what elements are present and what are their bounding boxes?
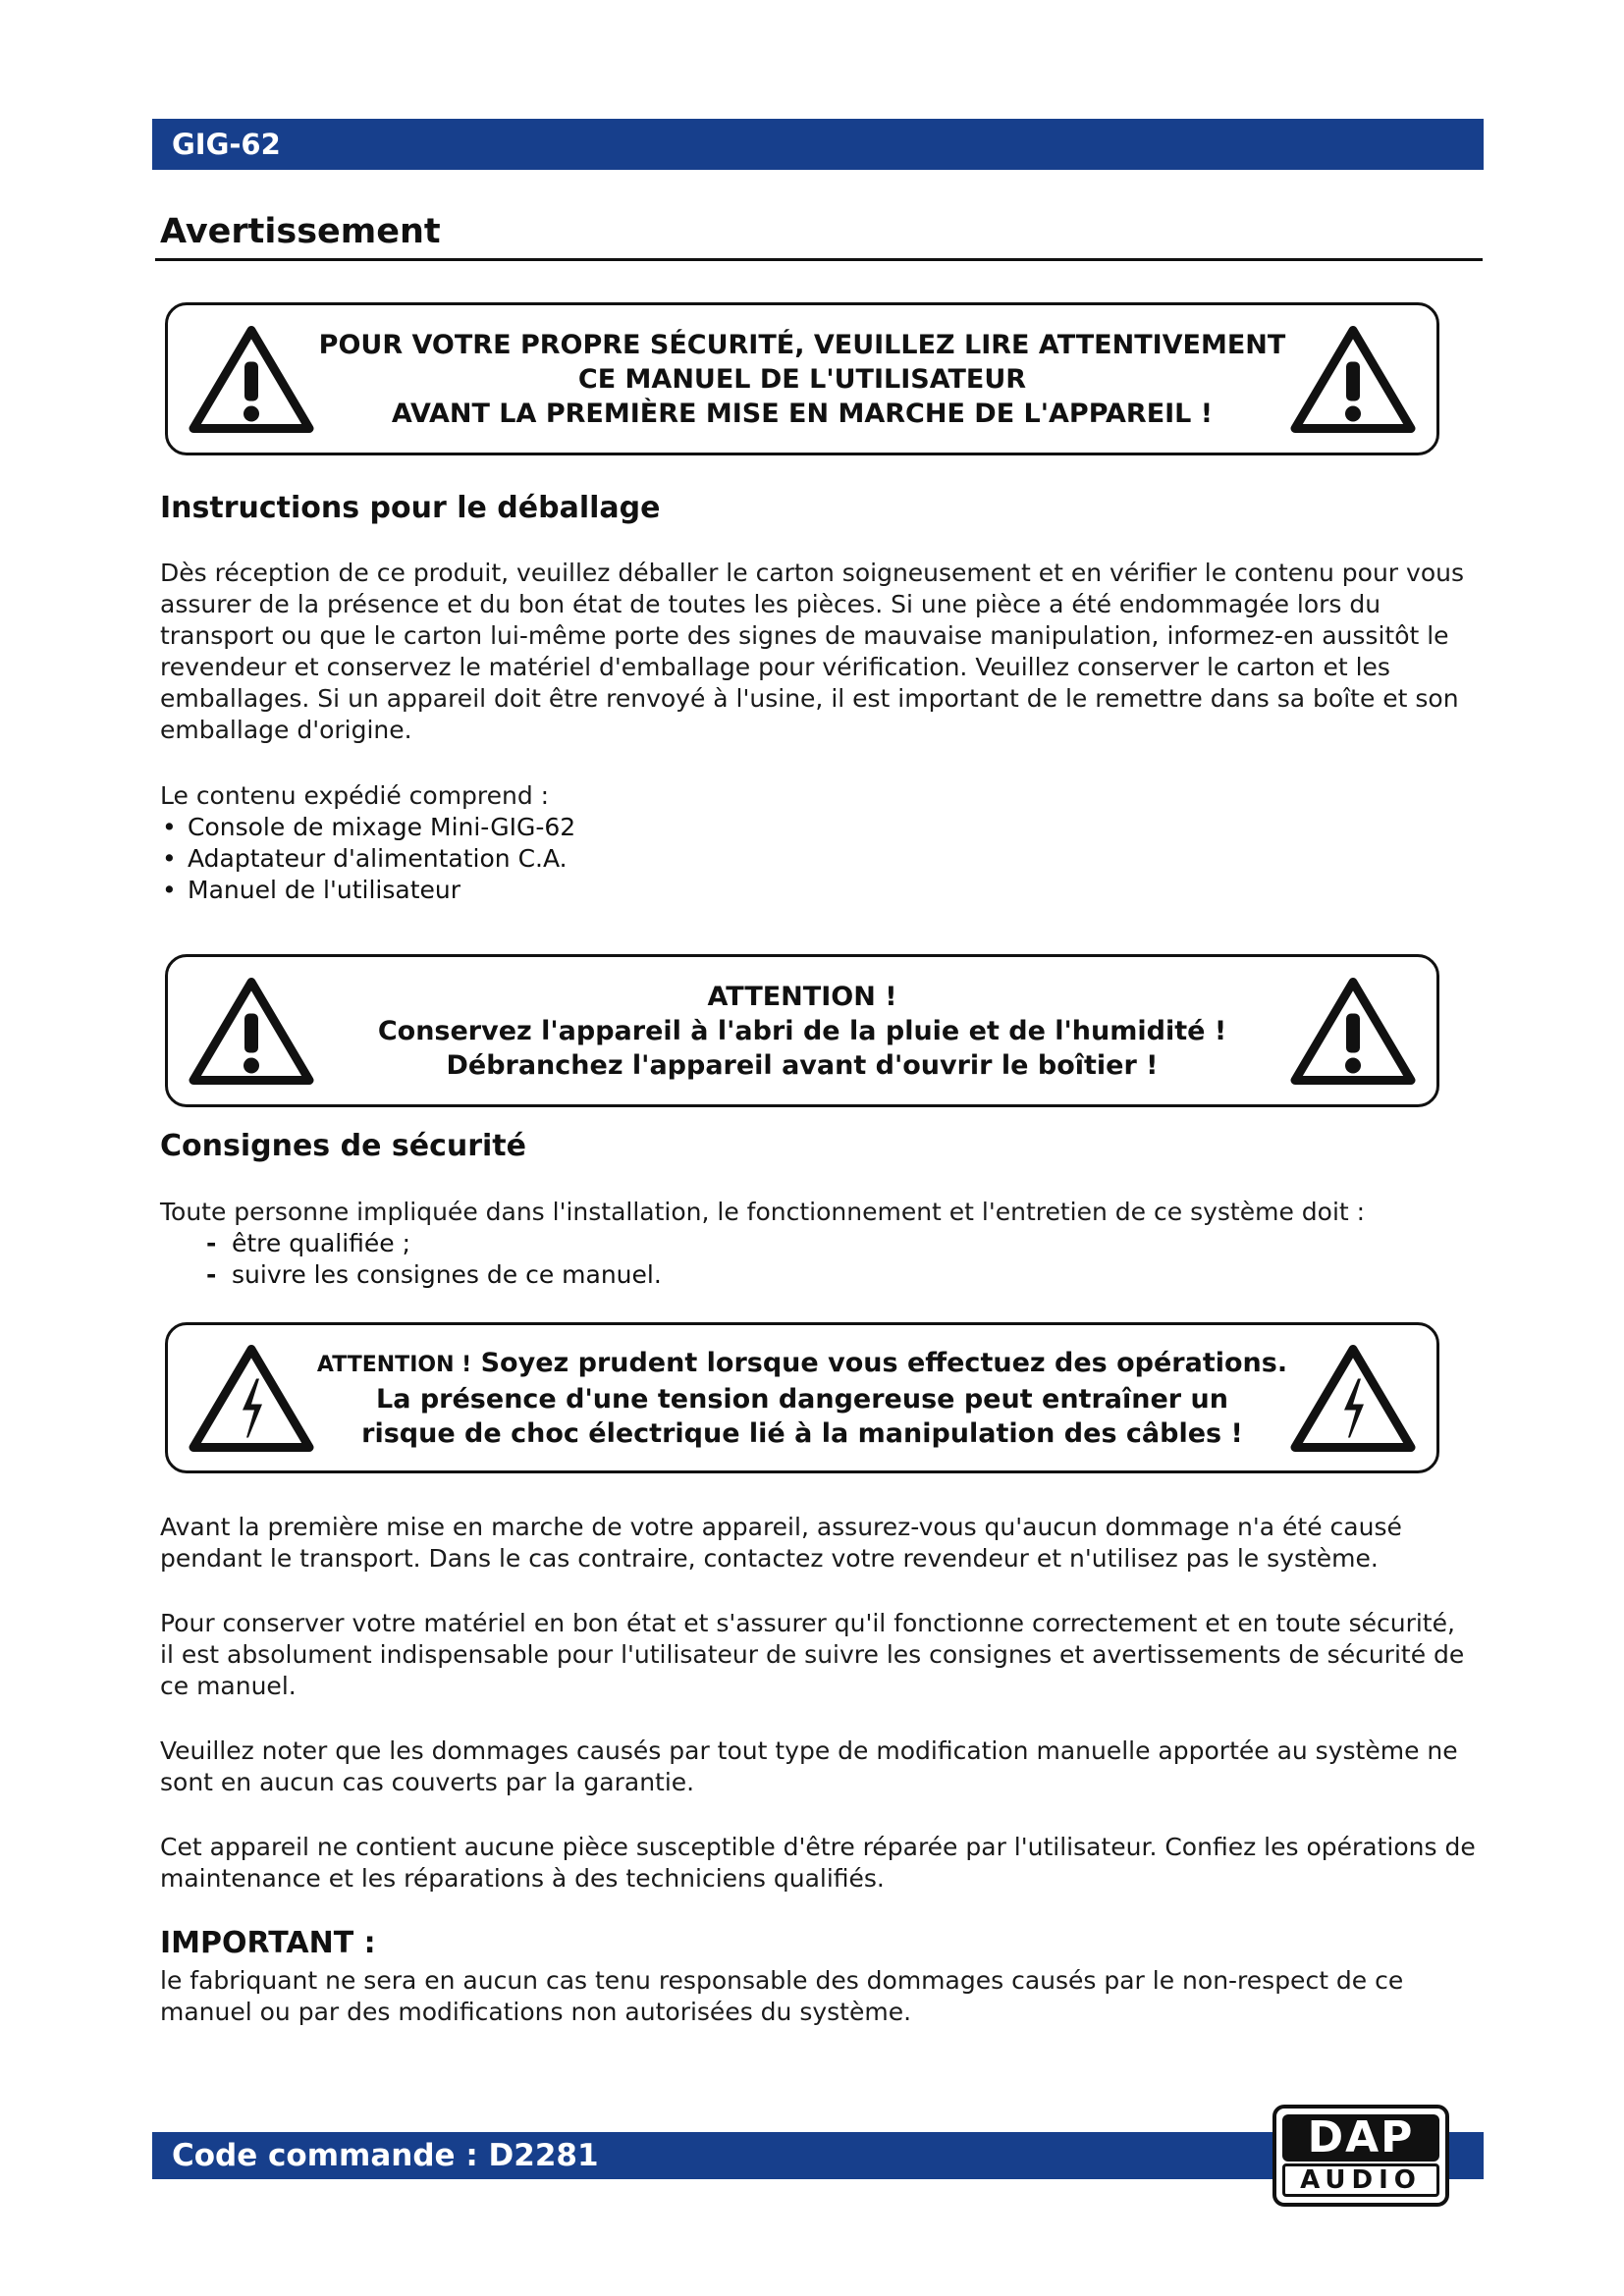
exclamation-triangle-icon: [188, 323, 315, 436]
unpacking-paragraph: Dès réception de ce produit, veuillez déballer le carton soigneusement et en vérifier le contenu pour vous assurer de la présence et du bon état de toutes les pièces. Si une pièce a été endommagée lors du transport ou que le carton lui-même porte des signes de mauvaise manipulation, informez-en aussitôt le revendeur et conservez le matériel d'emballage pour vérification. Veuillez conserver le carton et les emballages. Si un appareil doit être renvoyé à l'usine, il est important de le remettre dans sa boîte et son emballage d'origine.: [160, 559, 1464, 744]
safety-intro: Toute personne impliquée dans l'installation, le fonctionnement et l'entretien de ce système doit :: [160, 1198, 1366, 1226]
warning-prefix: ATTENTION !: [316, 1352, 472, 1377]
list-item: - être qualifiée ;: [206, 1228, 662, 1259]
list-item: - suivre les consignes de ce manuel.: [206, 1259, 662, 1291]
paragraph-maintenance: Pour conserver votre matériel en bon état et s'assurer qu'il fonctionne correctement et en toute sécurité, il est absolument indispensable pour l'utilisateur de suivre les consignes et avertissements de sécurité de ce manuel.: [160, 1609, 1465, 1700]
exclamation-triangle-icon: [1289, 975, 1417, 1088]
list-item: • Adaptateur d'alimentation C.A.: [160, 843, 575, 875]
contents-intro: Le contenu expédié comprend :: [160, 781, 550, 810]
paragraph-transport: Avant la première mise en marche de votre appareil, assurez-vous qu'aucun dommage n'a été causé pendant le transport. Dans le cas contraire, contactez votre revendeur et n'utilisez pas le système.: [160, 1513, 1402, 1573]
warning-line-text: Soyez prudent lorsque vous effectuez des opérations.: [480, 1347, 1288, 1378]
warning-box-rain: [165, 954, 1439, 1107]
paragraph-warranty: Veuillez noter que les dommages causés par tout type de modification manuelle apportée au système ne sont en aucun cas couverts par la garantie.: [160, 1736, 1458, 1796]
contents-list: [160, 812, 575, 906]
title-divider: [155, 258, 1483, 261]
important-text: le fabriquant ne sera en aucun cas tenu responsable des dommages causés par le non-respect de ce manuel ou par des modifications non autorisées du système.: [160, 1966, 1404, 2026]
model-label: GIG-62: [172, 128, 281, 161]
list-item: • Console de mixage Mini-GIG-62: [160, 812, 575, 843]
warning-box-electric-shock: [165, 1322, 1439, 1473]
warning-line: POUR VOTRE PROPRE SÉCURITÉ, VEUILLEZ LIRE ATTENTIVEMENT: [318, 329, 1286, 360]
logo-top-text: DAP: [1282, 2114, 1439, 2162]
warning-line: La présence d'une tension dangereuse peut entraîner un: [376, 1383, 1228, 1415]
important-heading: IMPORTANT :: [160, 1926, 376, 1960]
warning-box-read-manual: [165, 302, 1439, 455]
logo-bottom-text: AUDIO: [1282, 2163, 1439, 2197]
page-title: Avertissement: [160, 212, 441, 251]
electric-shock-triangle-icon: [1289, 1342, 1417, 1455]
warning-line: Conservez l'appareil à l'abri de la pluie et de l'humidité !: [377, 1015, 1227, 1046]
warning-line: CE MANUEL DE L'UTILISATEUR: [577, 363, 1027, 395]
warning-line: risque de choc électrique lié à la manipulation des câbles !: [361, 1417, 1243, 1449]
order-code: Code commande : D2281: [172, 2138, 599, 2173]
dap-audio-logo: [1272, 2105, 1449, 2207]
warning-line: Débranchez l'appareil avant d'ouvrir le boîtier !: [446, 1049, 1159, 1081]
exclamation-triangle-icon: [1289, 323, 1417, 436]
warning-text: [378, 980, 1226, 1083]
exclamation-triangle-icon: [188, 975, 315, 1088]
section-heading-safety: Consignes de sécurité: [160, 1129, 526, 1163]
warning-line: [317, 1346, 1287, 1382]
electric-shock-triangle-icon: [188, 1342, 315, 1455]
requirements-list: [206, 1228, 662, 1291]
paragraph-service: Cet appareil ne contient aucune pièce susceptible d'être réparée par l'utilisateur. Confiez les opérations de maintenance et les réparations à des techniciens qualifiés.: [160, 1833, 1476, 1893]
section-heading-unpacking: Instructions pour le déballage: [160, 491, 661, 525]
list-item: • Manuel de l'utilisateur: [160, 875, 575, 906]
warning-line: AVANT LA PREMIÈRE MISE EN MARCHE DE L'APPAREIL !: [391, 398, 1214, 429]
warning-line: ATTENTION !: [707, 981, 897, 1012]
warning-text: [319, 328, 1286, 431]
warning-text: [317, 1346, 1287, 1451]
header-bar: [152, 119, 1484, 170]
